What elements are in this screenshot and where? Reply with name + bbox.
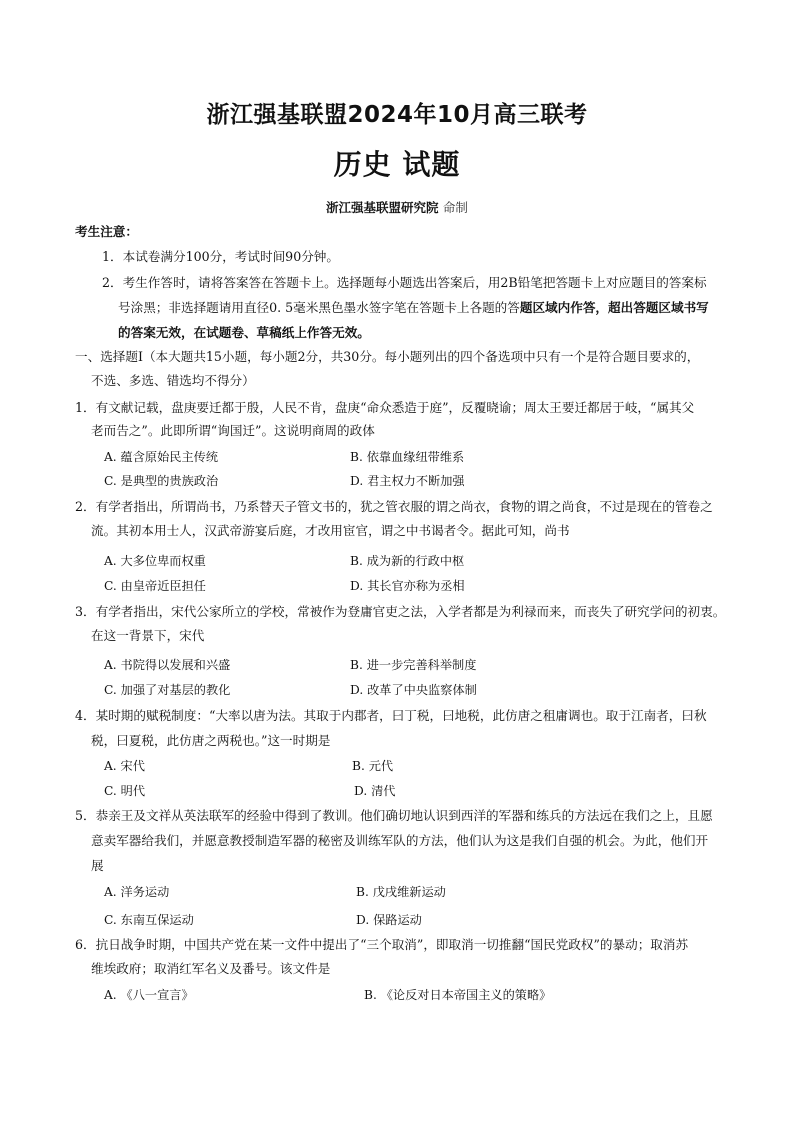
question-6-option-b: B. 《论反对日本帝国主义的策略》	[364, 988, 552, 1002]
question-5-option-b: B. 戊戌维新运动	[356, 885, 446, 899]
question-1-option-d: D. 君主权力不断加强	[350, 474, 465, 488]
question-5-option-c: C. 东南互保运动	[104, 913, 194, 927]
question-1-option-a: A. 蕴含原始民主传统	[104, 450, 219, 464]
question-5-option-a: A. 洋务运动	[104, 885, 170, 899]
section-heading-line-2: 不选、多选、错选均不得分）	[91, 373, 255, 388]
compiler-line	[0, 198, 794, 216]
question-4-option-d: D. 清代	[354, 784, 396, 798]
question-6-line-2: 维埃政府；取消红军名义及番号。该文件是	[91, 961, 331, 976]
question-2-option-b: B. 成为新的行政中枢	[350, 554, 465, 568]
question-4-line-2: 税，曰夏税，此仿唐之两税也。”这一时期是	[91, 733, 331, 748]
question-5-line-3: 展	[91, 858, 104, 873]
question-4-line-1: 4．某时期的赋税制度：“大率以唐为法。其取于内郡者，曰丁税，曰地税，此仿唐之租庸调也。取于江南者，曰秋	[75, 708, 707, 723]
question-3-option-b: B. 进一步完善科举制度	[350, 658, 477, 672]
section-heading-line-1: 一、选择题Ⅰ（本大题共15小题，每小题2分，共30分。每小题列出的四个备选项中只有一个是符合题目要求的，	[75, 349, 700, 364]
question-3-option-a: A. 书院得以发展和兴盛	[104, 658, 231, 672]
question-1-line-2: 老而告之”。此即所谓“询国迁”。这说明商周的政体	[91, 423, 375, 438]
question-4-option-c: C. 明代	[104, 784, 146, 798]
question-1-option-c: C. 是典型的贵族政治	[104, 474, 219, 488]
question-2-option-d: D. 其长官亦称为丞相	[350, 579, 465, 593]
question-3-line-2: 在这一背景下，宋代	[91, 628, 205, 643]
question-4-option-a: A. 宋代	[104, 759, 145, 773]
compiler-suffix: 命制	[442, 200, 468, 215]
notice-item-2-line-2	[118, 298, 709, 318]
question-6-line-1: 6．抗日战争时期，中国共产党在某一文件中提出了“三个取消”，即取消一切推翻“国民党政权”的暴动；取消苏	[75, 937, 689, 952]
notice-item-2-line-3: 的答案无效，在试题卷、草稿纸上作答无效。	[118, 325, 370, 340]
exam-title: 浙江强基联盟2024年10月高三联考	[206, 102, 588, 128]
question-2-option-a: A. 大多位卑而权重	[104, 554, 206, 568]
question-1-line-1: 1．有文献记载，盘庚要迁都于殷，人民不肯，盘庚“命众悉造于庭”，反覆晓谕；周太王要迁都居于岐，“属其父	[75, 400, 695, 415]
notice-item-1: 1．本试卷满分100分，考试时间90分钟。	[102, 249, 339, 264]
question-5-line-1: 5．恭亲王及文祥从英法联军的经验中得到了教训。他们确切地认识到西洋的军器和练兵的方法远在我们之上，且愿	[75, 808, 713, 823]
question-3-option-c: C. 加强了对基层的教化	[104, 683, 231, 697]
question-5-line-2: 意卖军器给我们，并愿意教授制造军器的秘密及训练军队的方法，他们认为这是我们自强的机会。为此，他们开	[91, 833, 709, 848]
question-3-option-d: D. 改革了中央监察体制	[350, 683, 477, 697]
notice-item-2-line-1: 2．考生作答时，请将答案答在答题卡上。选择题每小题选出答案后，用2B铅笔把答题卡上对应题目的答案标	[102, 275, 707, 290]
notice-item-2-text: 号涂黑；非选择题请用直径0. 5毫米黑色墨水签字笔在答题卡上各题的答	[118, 300, 520, 315]
question-4-option-b: B. 元代	[352, 759, 394, 773]
question-2-line-2: 流。其初本用士人，汉武帝游宴后庭，才改用宦官，谓之中书谒者令。据此可知，尚书	[91, 523, 570, 538]
question-2-line-1: 2．有学者指出，所谓尚书，乃系替天子管文书的，犹之管衣服的谓之尚衣，食物的谓之尚食，不过是现在的管卷之	[75, 499, 713, 514]
compiler-org: 浙江强基联盟研究院	[326, 200, 439, 215]
question-3-line-1: 3．有学者指出，宋代公家所立的学校，常被作为登庸官吏之法，入学者都是为利禄而来，而丧失了研究学问的初衷。	[75, 604, 726, 619]
question-5-option-d: D. 保路运动	[356, 913, 422, 927]
question-2-option-c: C. 由皇帝近臣担任	[104, 579, 206, 593]
notice-heading: 考生注意：	[75, 224, 138, 239]
subject-title: 历史 试题	[333, 148, 461, 181]
question-6-option-a: A. 《八一宣言》	[104, 988, 194, 1002]
notice-item-2-emphasis: 题区域内作答，超出答题区域书写	[519, 300, 709, 315]
question-1-option-b: B. 依靠血缘纽带维系	[350, 450, 465, 464]
